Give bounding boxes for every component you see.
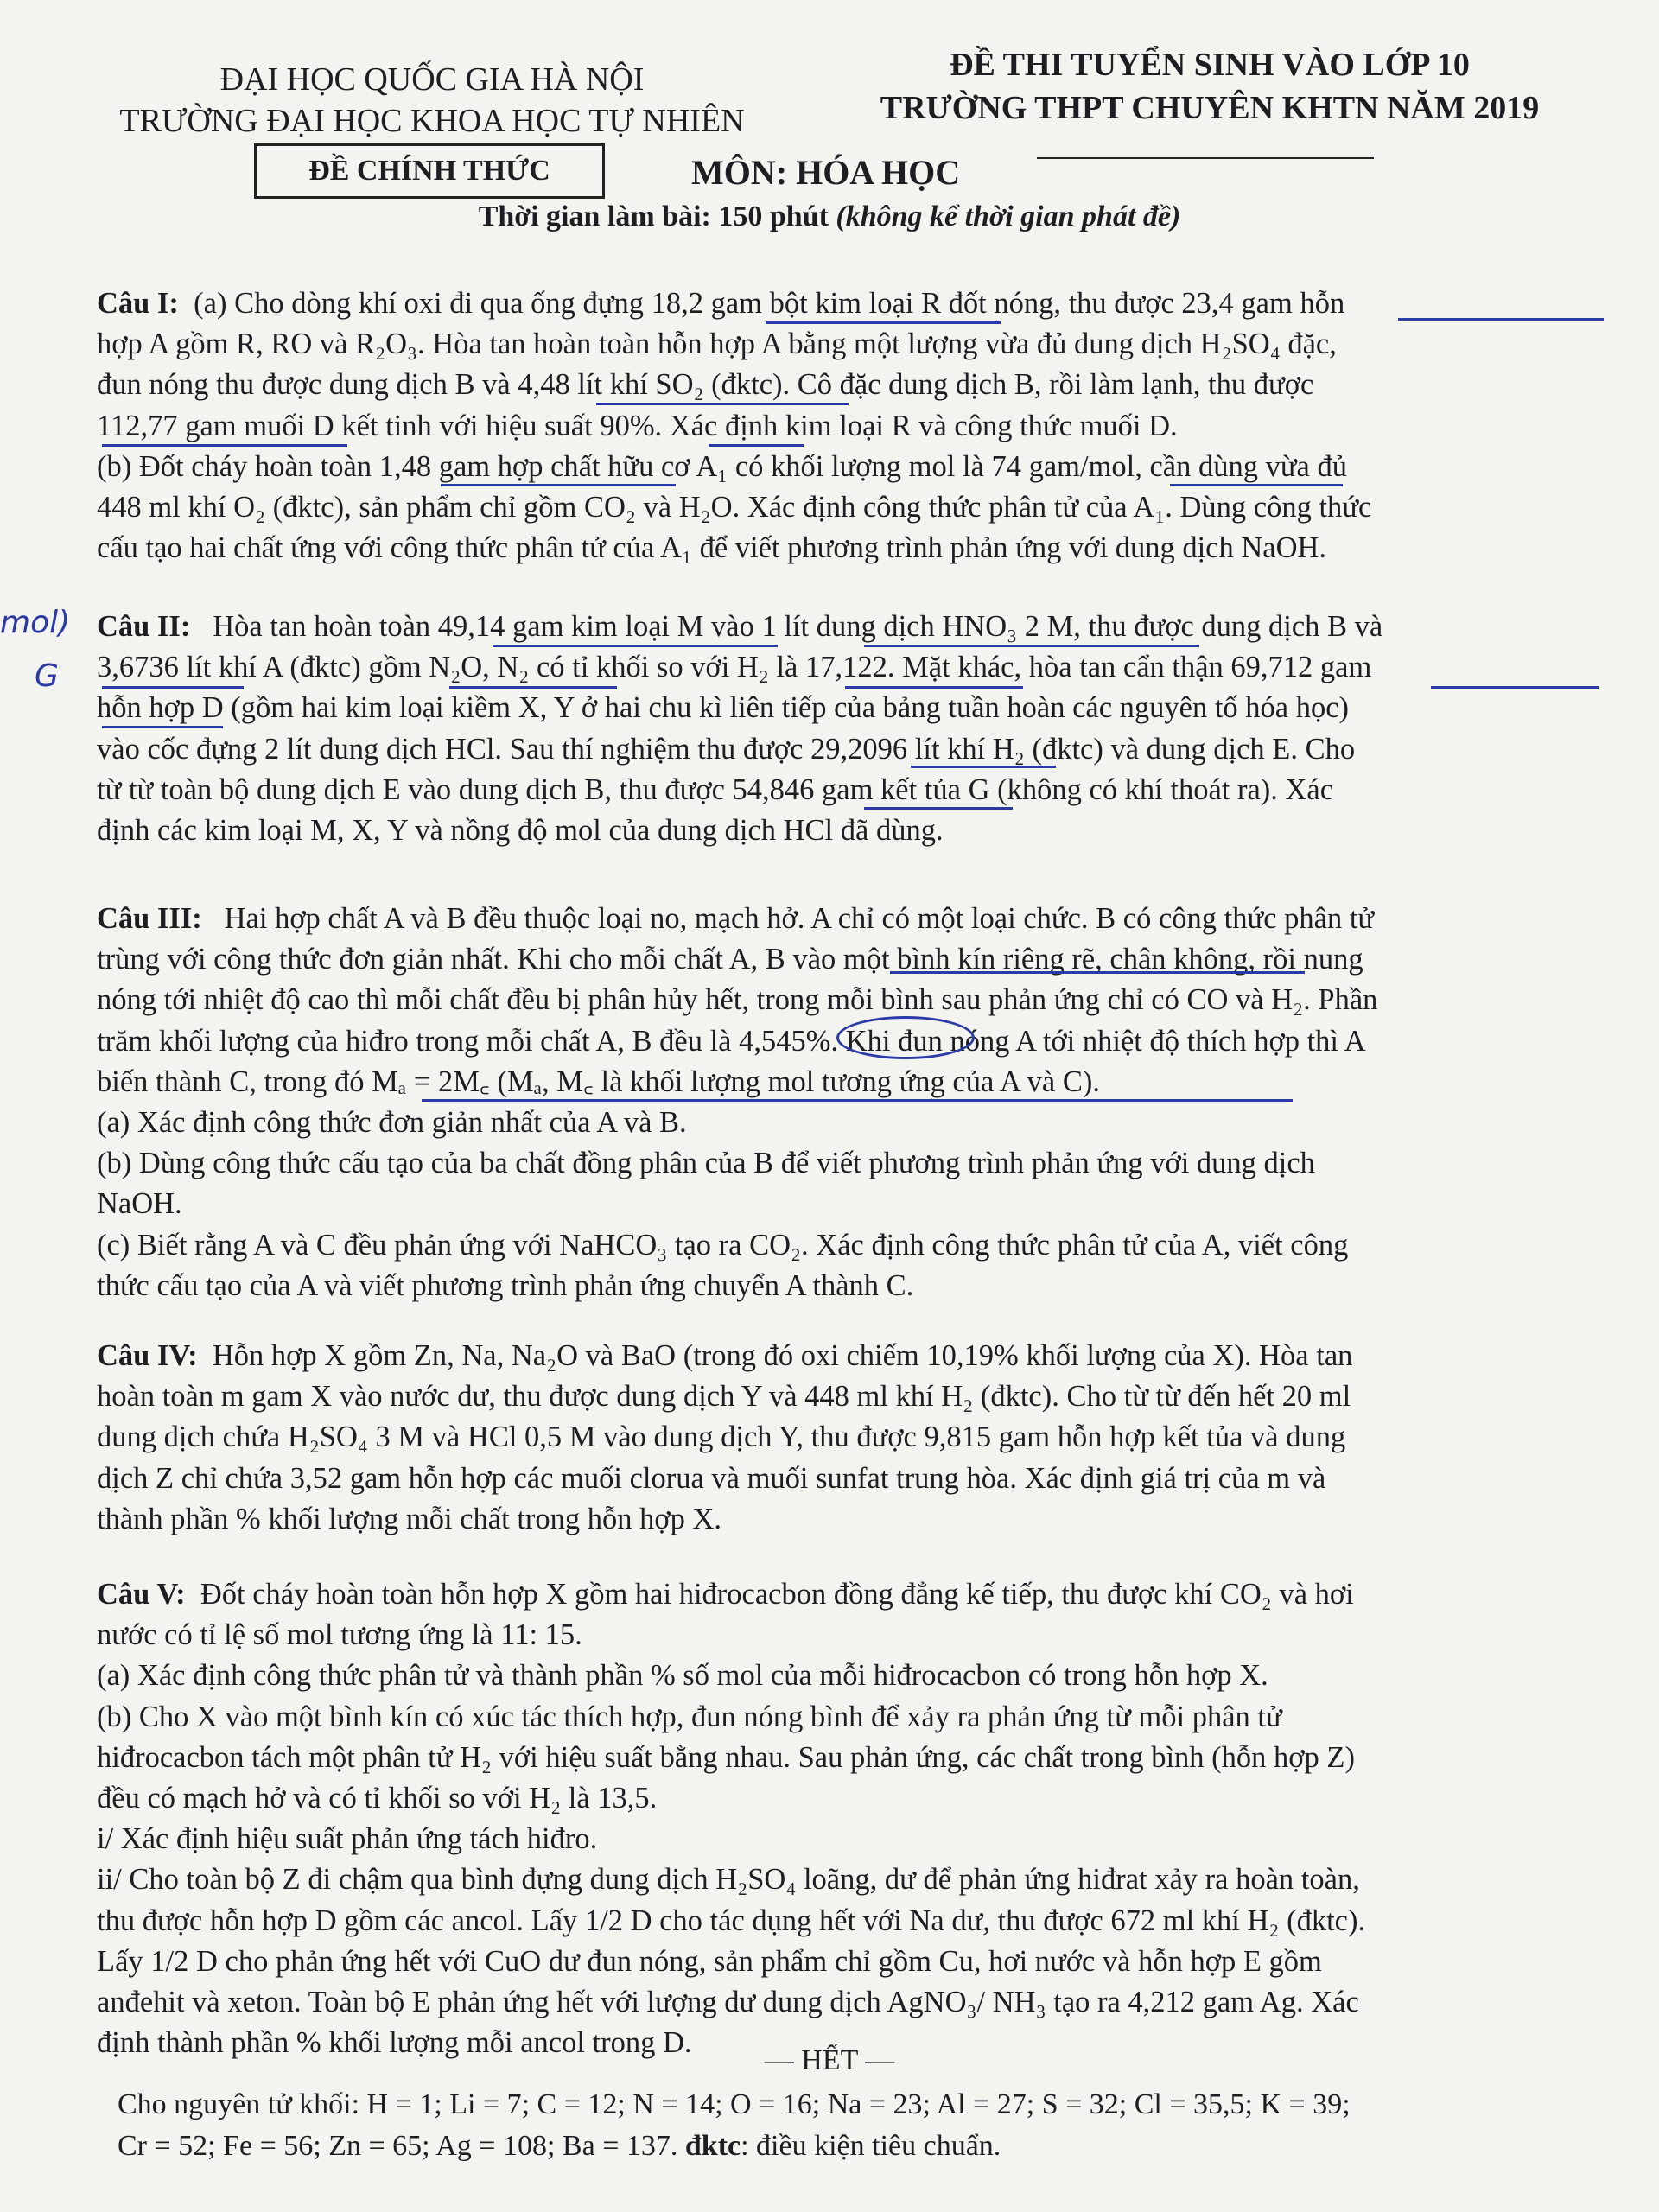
q5-label: Câu V: bbox=[97, 1578, 186, 1611]
pen-underline bbox=[890, 971, 1305, 974]
q3-line-6: (b) Dùng công thức cấu tạo của ba chất đồng phân của B để viết phương trình phản ứng với dung dịch bbox=[97, 1147, 1315, 1180]
pen-underline bbox=[1398, 318, 1604, 321]
q5-line-2: (a) Xác định công thức phân tử và thành phần % số mol của mỗi hiđrocacbon có trong hỗn hợp X. bbox=[97, 1659, 1268, 1693]
question-4 bbox=[97, 1336, 1600, 1540]
q3-line-5: (a) Xác định công thức đơn giản nhất của A và B. bbox=[97, 1106, 687, 1140]
q5-line-8: thu được hỗn hợp D gồm các ancol. Lấy 1/2 D cho tác dụng hết với Na dư, thu được 672 ml khí H₂ (đktc). bbox=[97, 1904, 1366, 1937]
q3-line-3: trăm khối lượng của hiđro trong mỗi chất A, B đều là 4,545%. Khi đun nóng A tới nhiệt độ thích hợp thì A bbox=[97, 1024, 1366, 1058]
pen-underline bbox=[1170, 484, 1343, 486]
subject-title: MÔN: HÓA HỌC bbox=[691, 153, 961, 192]
university-line-2: TRƯỜNG ĐẠI HỌC KHOA HỌC TỰ NHIÊN bbox=[119, 103, 745, 139]
q1-line-5: 448 ml khí O₂ (đktc), sản phẩm chỉ gồm CO₂ và H₂O. Xác định công thức phân tử của A₁. Dùng công thức bbox=[97, 491, 1372, 524]
q2-line-5: định các kim loại M, X, Y và nồng độ mol của dung dịch HCl đã dùng. bbox=[97, 814, 944, 848]
pen-underline bbox=[864, 645, 1199, 647]
pen-underline bbox=[845, 686, 1023, 689]
dktc-definition: : điều kiện tiêu chuẩn. bbox=[741, 2130, 1001, 2162]
university-header bbox=[95, 59, 769, 142]
pen-underline bbox=[102, 726, 223, 728]
q1-line-6: cấu tạo hai chất ứng với công thức phân tử của A₁ để viết phương trình phản ứng với dung dịch NaOH. bbox=[97, 531, 1327, 565]
q5-line-4: hiđrocacbon tách một phân tử H₂ với hiệu suất bằng nhau. Sau phản ứng, các chất trong bình (hỗn hợp Z) bbox=[97, 1740, 1355, 1774]
university-line-1: ĐẠI HỌC QUỐC GIA HÀ NỘI bbox=[219, 61, 645, 98]
dktc-abbrev: đktc bbox=[684, 2130, 741, 2162]
q3-text-0: Hai hợp chất A và B đều thuộc loại no, mạch hở. A chỉ có một loại chức. B có công thức phân tử bbox=[224, 902, 1375, 935]
q5-line-11: định thành phần % khối lượng mỗi ancol trong D. bbox=[97, 2026, 692, 2060]
q1-label: Câu I: bbox=[97, 287, 179, 320]
q1-line-4: (b) Đốt cháy hoàn toàn 1,48 gam hợp chất hữu cơ A₁ có khối lượng mol là 74 gam/mol, cần dùng vừa đủ bbox=[97, 449, 1347, 483]
exam-title-line-2: TRƯỜNG THPT CHUYÊN KHTN NĂM 2019 bbox=[880, 90, 1540, 126]
q5-line-1: nước có tỉ lệ số mol tương ứng là 11: 15. bbox=[97, 1618, 582, 1652]
pen-underline bbox=[911, 766, 1056, 768]
q4-line-1: hoàn toàn m gam X vào nước dư, thu được dung dịch Y và 448 ml khí H₂ (đktc). Cho từ từ đến hết 20 ml bbox=[97, 1380, 1351, 1414]
margin-note-1: mol) bbox=[0, 605, 71, 640]
q5-text-0: Đốt cháy hoàn toàn hỗn hợp X gồm hai hiđrocacbon đồng đẳng kế tiếp, thu được khí CO₂ và hơi bbox=[200, 1578, 1354, 1611]
q1-text-0: (a) Cho dòng khí oxi đi qua ống đựng 18,2 gam bột kim loại R đốt nóng, thu được 23,4 gam hỗn bbox=[194, 287, 1345, 320]
header-divider bbox=[1037, 157, 1374, 159]
exam-title-line-1: ĐỀ THI TUYỂN SINH VÀO LỚP 10 bbox=[950, 47, 1470, 83]
question-3 bbox=[97, 899, 1600, 1306]
time-note: (không kể thời gian phát đề) bbox=[836, 200, 1181, 232]
q2-line-1: 3,6736 lít khí A (đktc) gồm N₂O, N₂ có tỉ khối so với H₂ là 17,122. Mặt khác, hòa tan cẩn thận 69,712 gam bbox=[97, 651, 1372, 684]
q3-line-0 bbox=[97, 899, 1600, 939]
q1-line-2: đun nóng thu được dung dịch B và 4,48 lít khí SO₂ (đktc). Cô đặc dung dịch B, rồi làm lạnh, thu được bbox=[97, 368, 1314, 402]
q2-line-3: vào cốc đựng 2 lít dung dịch HCl. Sau thí nghiệm thu được 29,2096 lít khí H₂ (đktc) và dung dịch E. Cho bbox=[97, 732, 1356, 766]
margin-note-2: G bbox=[35, 658, 59, 694]
pen-underline bbox=[864, 807, 1013, 810]
time-limit bbox=[0, 200, 1659, 233]
question-1 bbox=[97, 283, 1600, 569]
q2-line-4: từ từ toàn bộ dung dịch E vào dung dịch B, thu được 54,846 gam kết tủa G (không có khí thoát ra). Xác bbox=[97, 772, 1334, 806]
end-mark: — HẾT — bbox=[764, 2044, 895, 2076]
q3-line-4: biến thành C, trong đó Mₐ = 2M꜀ (Mₐ, M꜀ là khối lượng mol tương ứng của A và C). bbox=[97, 1065, 1100, 1098]
pen-underline bbox=[102, 686, 244, 689]
q3-line-8: (c) Biết rằng A và C đều phản ứng với NaHCO₃ tạo ra CO₂. Xác định công thức phân tử của A, viết công bbox=[97, 1228, 1349, 1262]
q3-line-1: trùng với công thức đơn giản nhất. Khi cho mỗi chất A, B vào một bình kín riêng rẽ, chân không, rồi nung bbox=[97, 943, 1363, 976]
q4-line-3: dịch Z chỉ chứa 3,52 gam hỗn hợp các muối clorua và muối sunfat trung hòa. Xác định giá trị của m và bbox=[97, 1461, 1326, 1495]
q2-line-2: hỗn hợp D (gồm hai kim loại kiềm X, Y ở hai chu kì liên tiếp của bảng tuần hoàn các nguyên tố hóa học) bbox=[97, 691, 1350, 725]
q4-text-0: Hỗn hợp X gồm Zn, Na, Na₂O và BaO (trong đó oxi chiếm 10,19% khối lượng của X). Hòa tan bbox=[212, 1339, 1353, 1372]
q1-line-0 bbox=[97, 283, 1600, 324]
q3-line-7: NaOH. bbox=[97, 1187, 182, 1221]
q3-line-2: nóng tới nhiệt độ cao thì mỗi chất đều bị phân hủy hết, trong mỗi bình sau phản ứng chỉ có CO và H₂. Phần bbox=[97, 983, 1378, 1017]
time-main: Thời gian làm bài: 150 phút bbox=[478, 200, 829, 232]
question-5 bbox=[97, 1574, 1600, 2063]
q3-line-9: thức cấu tạo của A và viết phương trình phản ứng chuyển A thành C. bbox=[97, 1268, 914, 1302]
q5-line-6: i/ Xác định hiệu suất phản ứng tách hiđro. bbox=[97, 1822, 598, 1856]
q5-line-9: Lấy 1/2 D cho phản ứng hết với CuO dư đun nóng, sản phẩm chỉ gồm Cu, hơi nước và hỗn hợp E gồm bbox=[97, 1944, 1322, 1978]
pen-underline bbox=[422, 1099, 1293, 1102]
q4-line-0 bbox=[97, 1336, 1600, 1376]
q4-label: Câu IV: bbox=[97, 1339, 198, 1372]
pen-underline bbox=[766, 321, 1001, 324]
official-exam-box: ĐỀ CHÍNH THỨC bbox=[254, 143, 605, 199]
pen-underline bbox=[441, 484, 676, 486]
pen-underline bbox=[596, 403, 849, 405]
pen-underline bbox=[493, 645, 778, 647]
pen-underline bbox=[1431, 686, 1599, 689]
q3-label: Câu III: bbox=[97, 902, 202, 935]
q2-label: Câu II: bbox=[97, 610, 191, 643]
pen-underline bbox=[709, 444, 804, 447]
q1-line-3: 112,77 gam muối D kết tinh với hiệu suất 90%. Xác định kim loại R và công thức muối D. bbox=[97, 409, 1178, 442]
exam-header bbox=[830, 43, 1590, 130]
atomic-masses-line-1: Cho nguyên tử khối: H = 1; Li = 7; C = 12; N = 14; O = 16; Na = 23; Al = 27; S = 32; Cl = 35,5; K = 39; bbox=[118, 2088, 1351, 2120]
atomic-masses-line-2a: Cr = 52; Fe = 56; Zn = 65; Ag = 108; Ba = 137. bbox=[118, 2130, 678, 2162]
pen-underline bbox=[449, 686, 617, 689]
q4-line-4: thành phần % khối lượng mỗi chất trong hỗn hợp X. bbox=[97, 1502, 722, 1535]
q2-line-0 bbox=[97, 607, 1600, 647]
question-2 bbox=[97, 607, 1600, 851]
atomic-masses bbox=[118, 2084, 1604, 2167]
q5-line-7: ii/ Cho toàn bộ Z đi chậm qua bình đựng dung dịch H₂SO₄ loãng, dư để phản ứng hiđrat xảy ra hoàn toàn, bbox=[97, 1863, 1360, 1897]
atomic-masses-line-2 bbox=[118, 2126, 1604, 2167]
q2-text-0: Hòa tan hoàn toàn 49,14 gam kim loại M vào 1 lít dung dịch HNO₃ 2 M, thu được dung dịch B và bbox=[213, 610, 1383, 643]
pen-underline bbox=[102, 444, 347, 447]
q5-line-5: đều có mạch hở và có tỉ khối so với H₂ là 13,5. bbox=[97, 1782, 658, 1815]
q5-line-10: anđehit và xeton. Toàn bộ E phản ứng hết với lượng dư dung dịch AgNO₃/ NH₃ tạo ra 4,212 gam Ag. Xác bbox=[97, 1986, 1359, 2019]
q5-line-3: (b) Cho X vào một bình kín có xúc tác thích hợp, đun nóng bình để xảy ra phản ứng từ mỗi phân tử bbox=[97, 1700, 1282, 1733]
pen-circle bbox=[836, 1016, 975, 1059]
q4-line-2: dung dịch chứa H₂SO₄ 3 M và HCl 0,5 M vào dung dịch Y, thu được 9,815 gam hỗn hợp kết tủa và dung bbox=[97, 1421, 1346, 1454]
q1-line-1: hợp A gồm R, RO và R₂O₃. Hòa tan hoàn toàn hỗn hợp A bằng một lượng vừa đủ dung dịch H₂SO₄ đặc, bbox=[97, 327, 1337, 361]
q5-line-0 bbox=[97, 1574, 1600, 1615]
